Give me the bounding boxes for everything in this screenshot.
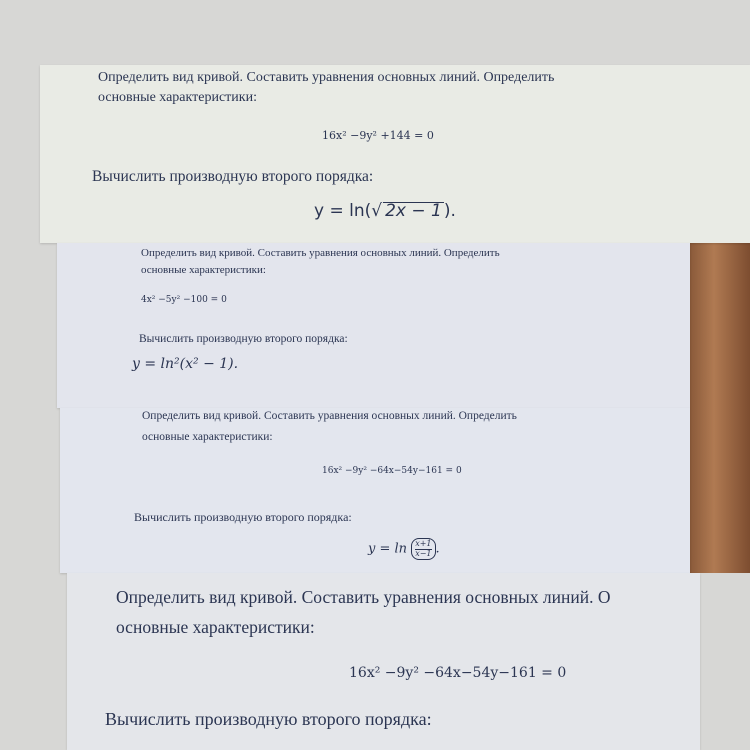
- worksheet-card-3: [60, 408, 690, 573]
- function-expression: y = ln(√ 2x − 1 ).: [314, 201, 456, 221]
- task-line-1: Определить вид кривой. Составить уравнения основных линий. Определить: [142, 410, 517, 422]
- table-surface-right: [690, 243, 750, 573]
- function-expression: y = ln²(x² − 1).: [132, 356, 239, 372]
- fraction-numerator: x+1: [415, 539, 432, 548]
- derivative-task: Вычислить производную второго порядка:: [92, 168, 374, 185]
- radicand: 2x − 1: [385, 201, 442, 221]
- derivative-task: Вычислить производную второго порядка:: [105, 709, 432, 729]
- curve-equation: 16x² −9y² −64x−54y−161 = 0: [349, 665, 567, 681]
- curve-equation: 4x² −5y² −100 = 0: [141, 295, 227, 305]
- task-line-2: основные характеристики:: [116, 617, 315, 637]
- worksheet-card-1: [40, 65, 750, 243]
- task-line-1: Определить вид кривой. Составить уравнения основных линий. О: [116, 587, 611, 607]
- worksheet-card-2: [57, 243, 690, 408]
- task-line-2: основные характеристики:: [141, 264, 266, 276]
- derivative-task: Вычислить производную второго порядка:: [134, 510, 352, 524]
- derivative-task: Вычислить производную второго порядка:: [139, 333, 348, 345]
- curve-equation: 16x² −9y² +144 = 0: [322, 129, 434, 142]
- curve-equation: 16x² −9y² −64x−54y−161 = 0: [322, 466, 462, 476]
- task-line-2: основные характеристики:: [98, 90, 257, 105]
- fraction: [411, 538, 435, 560]
- task-line-1: Определить вид кривой. Составить уравнения основных линий. Определить: [98, 70, 555, 85]
- task-line-1: Определить вид кривой. Составить уравнения основных линий. Определить: [141, 247, 500, 259]
- function-expression: y = ln $\frac{x+1}{x-1}$ .: [368, 539, 440, 558]
- task-line-2: основные характеристики:: [142, 431, 273, 443]
- fraction-denominator: x−1: [415, 549, 432, 558]
- worksheet-card-4: [67, 573, 700, 750]
